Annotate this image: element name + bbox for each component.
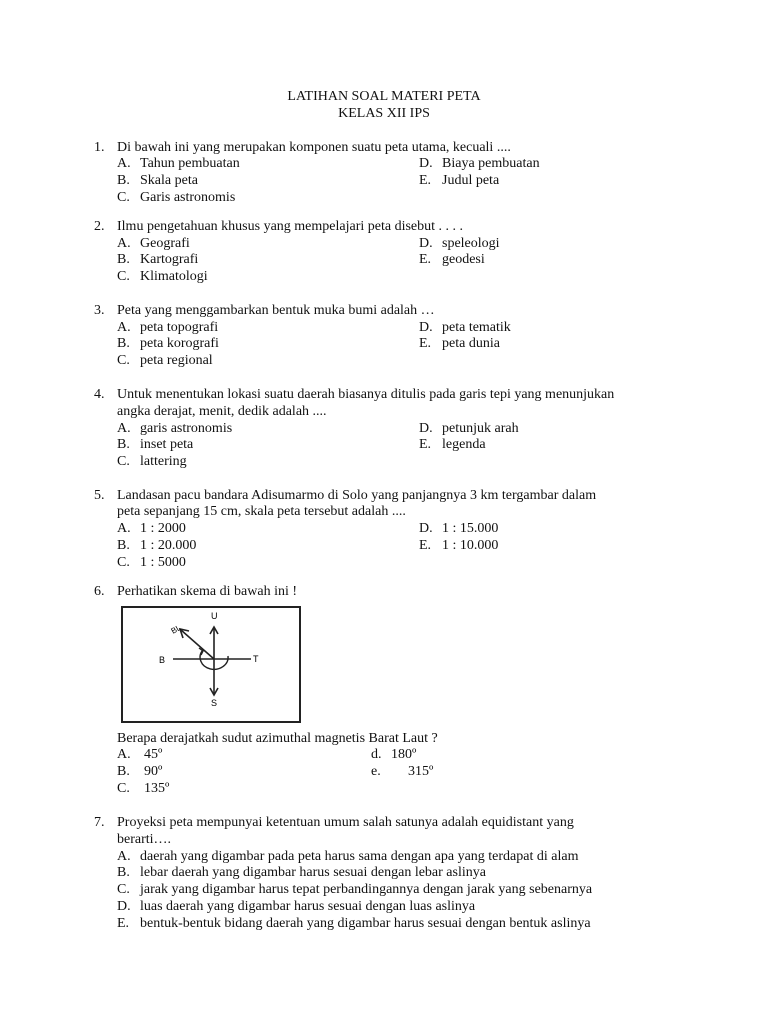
option-letter: E. [419,336,432,351]
question-number: 7. [94,815,105,830]
option-b [117,172,198,189]
option-letter: D. [419,236,433,251]
option-a [117,420,232,437]
option-c [117,453,187,470]
option-letter: e. [371,764,381,779]
option-letter: E. [419,538,432,553]
option-text: 45º [144,747,163,762]
option-text: Skala peta [140,173,198,188]
label-south: S [211,698,218,708]
question-stem: Di bawah ini yang merupakan komponen suatu peta utama, kecuali .... [117,140,511,155]
option-letter: A. [117,236,131,251]
option-c [117,189,235,206]
option-letter: E. [419,252,432,267]
option-d [419,520,498,537]
question-number: 4. [94,387,105,402]
option-d [371,746,416,763]
option-text: jarak yang digambar harus tepat perbandingannya dengan jarak yang sebenarnya [140,882,593,897]
option-text: Tahun pembuatan [140,156,240,171]
northwest-ray [181,630,214,659]
option-text: 180º [391,747,417,762]
option-text: 315º [408,764,434,779]
question-stem-cont: angka derajat, menit, dedik adalah .... [117,404,327,419]
compass-diagram [121,606,301,723]
question-stem-cont: peta sepanjang 15 cm, skala peta tersebut adalah .... [117,504,406,519]
option-letter: A. [117,421,131,436]
option-text: Klimatologi [140,269,208,284]
option-letter: D. [419,156,433,171]
option-text: lebar daerah yang digambar harus sesuai dengan lebar aslinya [140,865,486,880]
option-letter: B. [117,336,130,351]
option-letter: B. [117,252,130,267]
question-stem: Landasan pacu bandara Adisumarmo di Solo yang panjangnya 3 km tergambar dalam [117,488,597,503]
option-letter: C. [117,353,130,368]
option-letter: A. [117,849,131,864]
question-stem: Perhatikan skema di bawah ini ! [117,584,298,599]
option-e [117,915,591,932]
option-a [117,746,162,763]
option-letter: D. [419,421,433,436]
option-text: peta tematik [442,320,511,335]
option-d [419,420,519,437]
option-letter: A. [117,521,131,536]
option-text: peta dunia [442,336,500,351]
option-e [419,537,498,554]
option-letter: C. [117,555,130,570]
option-e [419,436,486,453]
option-text: luas daerah yang digambar harus sesuai dengan luas aslinya [140,899,476,914]
label-north: U [211,611,218,621]
option-text: inset peta [140,437,194,452]
option-letter: A. [117,747,131,762]
option-text: garis astronomis [140,421,233,436]
option-text: 1 : 5000 [140,555,186,570]
compass-svg [123,608,299,721]
option-text: lattering [140,454,187,469]
option-text: daerah yang digambar pada peta harus sama dengan apa yang terdapat di alam [140,849,579,864]
option-letter: E. [419,173,432,188]
option-letter: B. [117,173,130,188]
page-subtitle: KELAS XII IPS [338,106,430,121]
option-text: geodesi [442,252,485,267]
option-a [117,319,218,336]
question-stem-cont: berarti…. [117,832,172,847]
question-stem: Untuk menentukan lokasi suatu daerah biasanya ditulis pada garis tepi yang menunjukan [117,387,615,402]
option-c [117,554,186,571]
option-letter: C. [117,190,130,205]
option-letter: A. [117,156,131,171]
option-a [117,848,578,865]
option-text: 90º [144,764,163,779]
option-d [419,235,500,252]
option-letter: B. [117,538,130,553]
option-text: Garis astronomis [140,190,236,205]
option-letter: C. [117,781,130,796]
option-d [419,155,540,172]
label-west: B [159,655,166,665]
option-b [117,864,486,881]
option-text: 1 : 2000 [140,521,186,536]
option-a [117,155,240,172]
option-letter: B. [117,437,130,452]
question-stem: Peta yang menggambarkan bentuk muka bumi adalah … [117,303,435,318]
question-prompt: Berapa derajatkah sudut azimuthal magnetis Barat Laut ? [117,731,438,746]
option-text: Biaya pembuatan [442,156,540,171]
option-letter: D. [419,320,433,335]
option-text: bentuk-bentuk bidang daerah yang digambar harus sesuai dengan bentuk aslinya [140,916,591,931]
option-b [117,763,162,780]
option-letter: E. [117,916,130,931]
option-d [117,898,475,915]
option-letter: D. [117,899,131,914]
option-letter: C. [117,454,130,469]
option-b [117,436,193,453]
option-c [117,780,169,797]
option-d [419,319,511,336]
option-c [117,352,213,369]
option-text: peta regional [140,353,213,368]
option-text: legenda [442,437,486,452]
option-text: 1 : 10.000 [442,538,499,553]
option-b [117,335,219,352]
option-letter: C. [117,882,130,897]
option-text: 1 : 20.000 [140,538,197,553]
option-a [117,235,190,252]
option-letter: D. [419,521,433,536]
question-stem: Ilmu pengetahuan khusus yang mempelajari peta disebut . . . . [117,219,464,234]
question-number: 1. [94,140,105,155]
question-number: 5. [94,488,105,503]
option-text: petunjuk arah [442,421,519,436]
option-e [419,172,499,189]
option-b [117,537,196,554]
option-letter: B. [117,865,130,880]
option-letter: A. [117,320,131,335]
option-text: Geografi [140,236,190,251]
option-text: speleologi [442,236,500,251]
option-text: 1 : 15.000 [442,521,499,536]
option-e [419,335,500,352]
option-c [117,881,592,898]
option-letter: C. [117,269,130,284]
question-number: 3. [94,303,105,318]
option-text: Judul peta [442,173,500,188]
option-b [117,251,198,268]
option-text: peta topografi [140,320,219,335]
option-a [117,520,186,537]
question-number: 6. [94,584,105,599]
question-stem: Proyeksi peta mempunyai ketentuan umum salah satunya adalah equidistant yang [117,815,574,830]
option-letter: d. [371,747,382,762]
option-e [419,251,485,268]
option-c [117,268,208,285]
option-text: peta korografi [140,336,219,351]
option-e [371,763,433,780]
option-text: Kartografi [140,252,199,267]
label-northwest: BL [169,623,183,636]
question-number: 2. [94,219,105,234]
option-text: 135º [144,781,170,796]
option-letter: E. [419,437,432,452]
page-title: LATIHAN SOAL MATERI PETA [287,89,481,104]
option-letter: B. [117,764,130,779]
label-east: T [253,654,259,664]
